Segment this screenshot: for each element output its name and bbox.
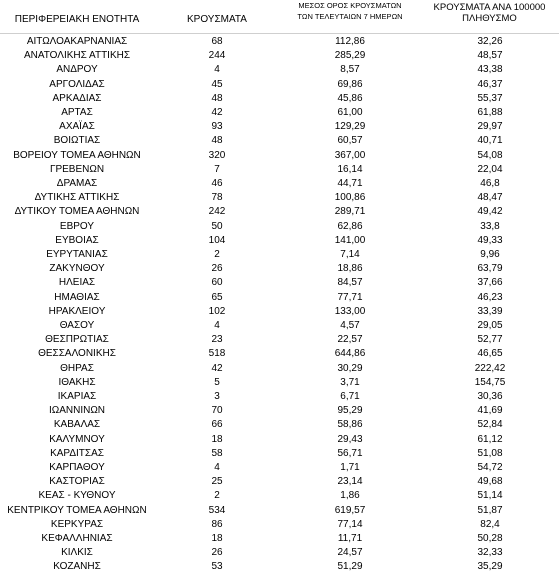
table-row xyxy=(0,376,559,389)
avg-cell: 7,14 xyxy=(340,249,360,260)
region-cell: ΑΡΤΑΣ xyxy=(61,107,93,118)
cases-cell: 18 xyxy=(211,433,223,445)
table-row xyxy=(0,149,559,162)
avg-cell: 51,29 xyxy=(337,561,363,573)
per100k-cell: 51,08 xyxy=(477,447,503,459)
cases-cell: 5 xyxy=(214,376,220,388)
region-cell: ΑΙΤΩΛΟΑΚΑΡΝΑΝΙΑΣ xyxy=(26,36,128,47)
per100k-cell: 30,36 xyxy=(477,391,503,402)
per100k-cell: 49,33 xyxy=(477,234,503,246)
region-cell: ΕΥΡΥΤΑΝΙΑΣ xyxy=(46,249,108,260)
avg-cell: 100,86 xyxy=(334,192,366,204)
cases-cell: 104 xyxy=(208,234,226,246)
cases-cell: 102 xyxy=(208,305,226,317)
avg-cell: 367,00 xyxy=(334,149,366,161)
cases-cell: 45 xyxy=(211,78,223,90)
header-cases: ΚΡΟΥΣΜΑΤΑ xyxy=(187,14,247,25)
cases-cell: 46 xyxy=(211,178,223,189)
table-row xyxy=(0,489,559,502)
per100k-cell: 46,37 xyxy=(477,78,503,90)
avg-cell: 6,71 xyxy=(340,391,360,402)
region-cell: ΚΕΡΚΥΡΑΣ xyxy=(50,518,104,530)
cases-cell: 320 xyxy=(208,149,226,161)
per100k-cell: 48,57 xyxy=(477,50,503,62)
region-cell: ΚΑΣΤΟΡΙΑΣ xyxy=(49,476,105,488)
table-row xyxy=(0,475,559,488)
avg-cell: 56,71 xyxy=(337,447,363,459)
cases-cell: 53 xyxy=(211,561,223,573)
table-row xyxy=(0,560,559,573)
cases-cell: 86 xyxy=(211,518,223,530)
per100k-cell: 61,88 xyxy=(477,107,503,118)
table-row xyxy=(0,35,559,48)
table-row xyxy=(0,433,559,446)
per100k-cell: 33,39 xyxy=(477,305,503,317)
per100k-cell: 29,97 xyxy=(477,121,503,133)
per100k-cell: 51,14 xyxy=(477,490,503,502)
cases-cell: 93 xyxy=(211,121,223,133)
table-row xyxy=(0,518,559,531)
cases-cell: 518 xyxy=(208,348,226,360)
avg-cell: 619,57 xyxy=(334,504,366,516)
table-row xyxy=(0,546,559,559)
avg-cell: 8,57 xyxy=(340,64,360,76)
avg-cell: 30,29 xyxy=(337,362,363,374)
region-cell: ΓΡΕΒΕΝΩΝ xyxy=(49,163,105,175)
table-row xyxy=(0,49,559,62)
header-avg-line1: ΜΕΣΟΣ ΟΡΟΣ ΚΡΟΥΣΜΑΤΩΝ xyxy=(298,1,402,10)
table-row xyxy=(0,362,559,375)
cases-cell: 48 xyxy=(211,92,223,104)
cases-cell: 68 xyxy=(211,36,223,47)
header-per-line1: ΚΡΟΥΣΜΑΤΑ ΑΝΑ 100000 xyxy=(433,2,546,13)
cases-cell: 70 xyxy=(211,405,223,417)
header-per-100k xyxy=(420,2,559,24)
per100k-cell: 52,77 xyxy=(477,334,503,346)
region-cell: ΚΟΖΑΝΗΣ xyxy=(53,561,101,573)
per100k-cell: 22,04 xyxy=(477,163,503,175)
cases-cell: 66 xyxy=(211,419,223,431)
header-per-line2: ΠΛΗΘΥΣΜΟ xyxy=(462,13,517,24)
per100k-cell: 35,29 xyxy=(477,561,503,573)
per100k-cell: 48,47 xyxy=(477,192,503,204)
region-cell: ΙΩΑΝΝΙΝΩΝ xyxy=(48,405,106,417)
header-region: ΠΕΡΙΦΕΡΕΙΑΚΗ ΕΝΟΤΗΤΑ xyxy=(14,14,140,25)
cases-cell: 4 xyxy=(214,64,220,76)
avg-cell: 29,43 xyxy=(337,433,363,445)
avg-cell: 129,29 xyxy=(334,121,366,133)
region-cell: ΒΟΙΩΤΙΑΣ xyxy=(53,135,101,147)
avg-cell: 133,00 xyxy=(334,305,366,317)
cases-cell: 18 xyxy=(211,533,223,544)
region-cell: ΙΚΑΡΙΑΣ xyxy=(57,391,97,402)
cases-cell: 78 xyxy=(211,192,223,204)
region-cell: ΚΑΒΑΛΑΣ xyxy=(53,419,101,431)
cases-cell: 48 xyxy=(211,135,223,147)
region-cell: ΚΑΛΥΜΝΟΥ xyxy=(49,433,105,445)
per100k-cell: 46,65 xyxy=(477,348,503,360)
table-row xyxy=(0,92,559,105)
avg-cell: 58,86 xyxy=(337,419,363,431)
cases-cell: 26 xyxy=(211,263,223,275)
per100k-cell: 32,33 xyxy=(477,547,503,559)
avg-cell: 16,14 xyxy=(337,163,363,175)
cases-cell: 42 xyxy=(211,107,223,118)
region-cell: ΑΝΔΡΟΥ xyxy=(56,64,98,76)
avg-cell: 24,57 xyxy=(337,547,363,559)
per100k-cell: 40,71 xyxy=(477,135,503,147)
table-row xyxy=(0,319,559,332)
per100k-cell: 32,26 xyxy=(477,36,503,47)
table-row xyxy=(0,418,559,431)
avg-cell: 11,71 xyxy=(337,533,363,544)
per100k-cell: 49,68 xyxy=(477,476,503,488)
table-row xyxy=(0,205,559,218)
cases-cell: 25 xyxy=(211,476,223,488)
region-cell: ΑΧΑΪΑΣ xyxy=(59,121,95,133)
per100k-cell: 55,37 xyxy=(477,92,503,104)
avg-cell: 23,14 xyxy=(337,476,363,488)
cases-cell: 7 xyxy=(214,163,220,175)
region-cell: ΗΛΕΙΑΣ xyxy=(58,277,96,289)
table-row xyxy=(0,461,559,474)
table-row xyxy=(0,220,559,233)
header-avg-line2: ΤΩΝ ΤΕΛΕΥΤΑΙΩΝ 7 ΗΜΕΡΩΝ xyxy=(297,12,403,21)
per100k-cell: 41,69 xyxy=(477,405,503,417)
avg-cell: 62,86 xyxy=(337,220,363,232)
table-row xyxy=(0,262,559,275)
per100k-cell: 33,8 xyxy=(480,220,500,232)
cases-cell: 2 xyxy=(214,249,220,260)
table-row xyxy=(0,120,559,133)
per100k-cell: 222,42 xyxy=(474,362,506,374)
avg-cell: 289,71 xyxy=(334,206,366,218)
avg-cell: 1,71 xyxy=(340,462,360,473)
table-row xyxy=(0,276,559,289)
per100k-cell: 54,08 xyxy=(477,149,503,161)
region-cell: ΗΜΑΘΙΑΣ xyxy=(54,291,100,303)
table-row xyxy=(0,248,559,261)
table-row xyxy=(0,504,559,517)
region-cell: ΚΕΦΑΛΛΗΝΙΑΣ xyxy=(41,533,113,544)
table-row xyxy=(0,63,559,76)
cases-cell: 244 xyxy=(208,50,226,62)
region-cell: ΔΡΑΜΑΣ xyxy=(56,178,98,189)
avg-cell: 60,57 xyxy=(337,135,363,147)
avg-cell: 4,57 xyxy=(340,320,360,331)
avg-cell: 3,71 xyxy=(340,376,360,388)
region-cell: ΕΒΡΟΥ xyxy=(59,220,95,232)
region-cell: ΗΡΑΚΛΕΙΟΥ xyxy=(48,305,106,317)
cases-cell: 242 xyxy=(208,206,226,218)
cases-cell: 42 xyxy=(211,362,223,374)
region-cell: ΚΑΡΔΙΤΣΑΣ xyxy=(50,447,104,459)
avg-cell: 69,86 xyxy=(337,78,363,90)
region-cell: ΘΕΣΣΑΛΟΝΙΚΗΣ xyxy=(38,348,116,360)
cases-cell: 65 xyxy=(211,291,223,303)
per100k-cell: 49,42 xyxy=(477,206,503,218)
per100k-cell: 54,72 xyxy=(477,462,503,473)
table-row xyxy=(0,191,559,204)
avg-cell: 77,14 xyxy=(337,518,363,530)
region-cell: ΘΗΡΑΣ xyxy=(60,362,94,374)
cases-cell: 2 xyxy=(214,490,220,502)
per100k-cell: 29,05 xyxy=(477,320,503,331)
avg-cell: 644,86 xyxy=(334,348,366,360)
cases-cell: 50 xyxy=(211,220,223,232)
cases-cell: 4 xyxy=(214,462,220,473)
per100k-cell: 46,8 xyxy=(480,178,500,189)
region-cell: ΖΑΚΥΝΘΟΥ xyxy=(49,263,105,275)
table-row xyxy=(0,234,559,247)
per100k-cell: 52,84 xyxy=(477,419,503,431)
per100k-cell: 46,23 xyxy=(477,291,503,303)
per100k-cell: 82,4 xyxy=(480,518,500,530)
table-row xyxy=(0,78,559,91)
region-cell: ΑΡΚΑΔΙΑΣ xyxy=(52,92,102,104)
table-row xyxy=(0,106,559,119)
region-cell: ΒΟΡΕΙΟΥ ΤΟΜΕΑ ΑΘΗΝΩΝ xyxy=(13,149,141,161)
per100k-cell: 63,79 xyxy=(477,263,503,275)
avg-cell: 84,57 xyxy=(337,277,363,289)
table-row xyxy=(0,291,559,304)
avg-cell: 18,86 xyxy=(337,263,363,275)
region-cell: ΘΑΣΟΥ xyxy=(59,320,95,331)
table-row xyxy=(0,404,559,417)
per100k-cell: 50,28 xyxy=(477,533,503,544)
cases-cell: 23 xyxy=(211,334,223,346)
cases-cell: 60 xyxy=(211,277,223,289)
table-row xyxy=(0,305,559,318)
region-cell: ΔΥΤΙΚΟΥ ΤΟΜΕΑ ΑΘΗΝΩΝ xyxy=(14,206,140,218)
region-cell: ΚΕΑΣ - ΚΥΘΝΟΥ xyxy=(38,490,116,502)
table-row xyxy=(0,177,559,190)
avg-cell: 285,29 xyxy=(334,50,366,62)
region-cell: ΘΕΣΠΡΩΤΙΑΣ xyxy=(45,334,109,346)
table-row xyxy=(0,532,559,545)
region-cell: ΕΥΒΟΙΑΣ xyxy=(55,234,99,246)
region-cell: ΙΘΑΚΗΣ xyxy=(58,376,96,388)
avg-cell: 1,86 xyxy=(340,490,360,502)
region-cell: ΑΡΓΟΛΙΔΑΣ xyxy=(49,78,105,90)
region-cell: ΚΙΛΚΙΣ xyxy=(61,547,93,559)
header-seven-day-average xyxy=(275,0,425,22)
avg-cell: 44,71 xyxy=(337,178,363,189)
avg-cell: 22,57 xyxy=(337,334,363,346)
avg-cell: 61,00 xyxy=(337,107,363,118)
avg-cell: 141,00 xyxy=(334,234,366,246)
per100k-cell: 61,12 xyxy=(477,433,503,445)
cases-cell: 4 xyxy=(214,320,220,331)
table-row xyxy=(0,333,559,346)
table-row xyxy=(0,347,559,360)
avg-cell: 45,86 xyxy=(337,92,363,104)
table-row xyxy=(0,390,559,403)
cases-cell: 58 xyxy=(211,447,223,459)
region-cell: ΚΕΝΤΡΙΚΟΥ ΤΟΜΕΑ ΑΘΗΝΩΝ xyxy=(7,504,147,516)
avg-cell: 112,86 xyxy=(335,36,365,47)
per100k-cell: 43,38 xyxy=(477,64,503,76)
avg-cell: 77,71 xyxy=(337,291,363,303)
table-row xyxy=(0,447,559,460)
region-cell: ΔΥΤΙΚΗΣ ΑΤΤΙΚΗΣ xyxy=(34,192,120,204)
per100k-cell: 51,87 xyxy=(477,504,503,516)
per100k-cell: 154,75 xyxy=(474,376,506,388)
region-cell: ΚΑΡΠΑΘΟΥ xyxy=(49,462,105,473)
table-row xyxy=(0,134,559,147)
cases-cell: 534 xyxy=(208,504,226,516)
per100k-cell: 37,66 xyxy=(477,277,503,289)
cases-cell: 3 xyxy=(214,391,220,402)
region-cell: ΑΝΑΤΟΛΙΚΗΣ ΑΤΤΙΚΗΣ xyxy=(23,50,131,62)
cases-cell: 26 xyxy=(211,547,223,559)
avg-cell: 95,29 xyxy=(337,405,363,417)
table-row xyxy=(0,163,559,176)
per100k-cell: 9,96 xyxy=(480,249,500,260)
header-divider xyxy=(0,33,559,34)
